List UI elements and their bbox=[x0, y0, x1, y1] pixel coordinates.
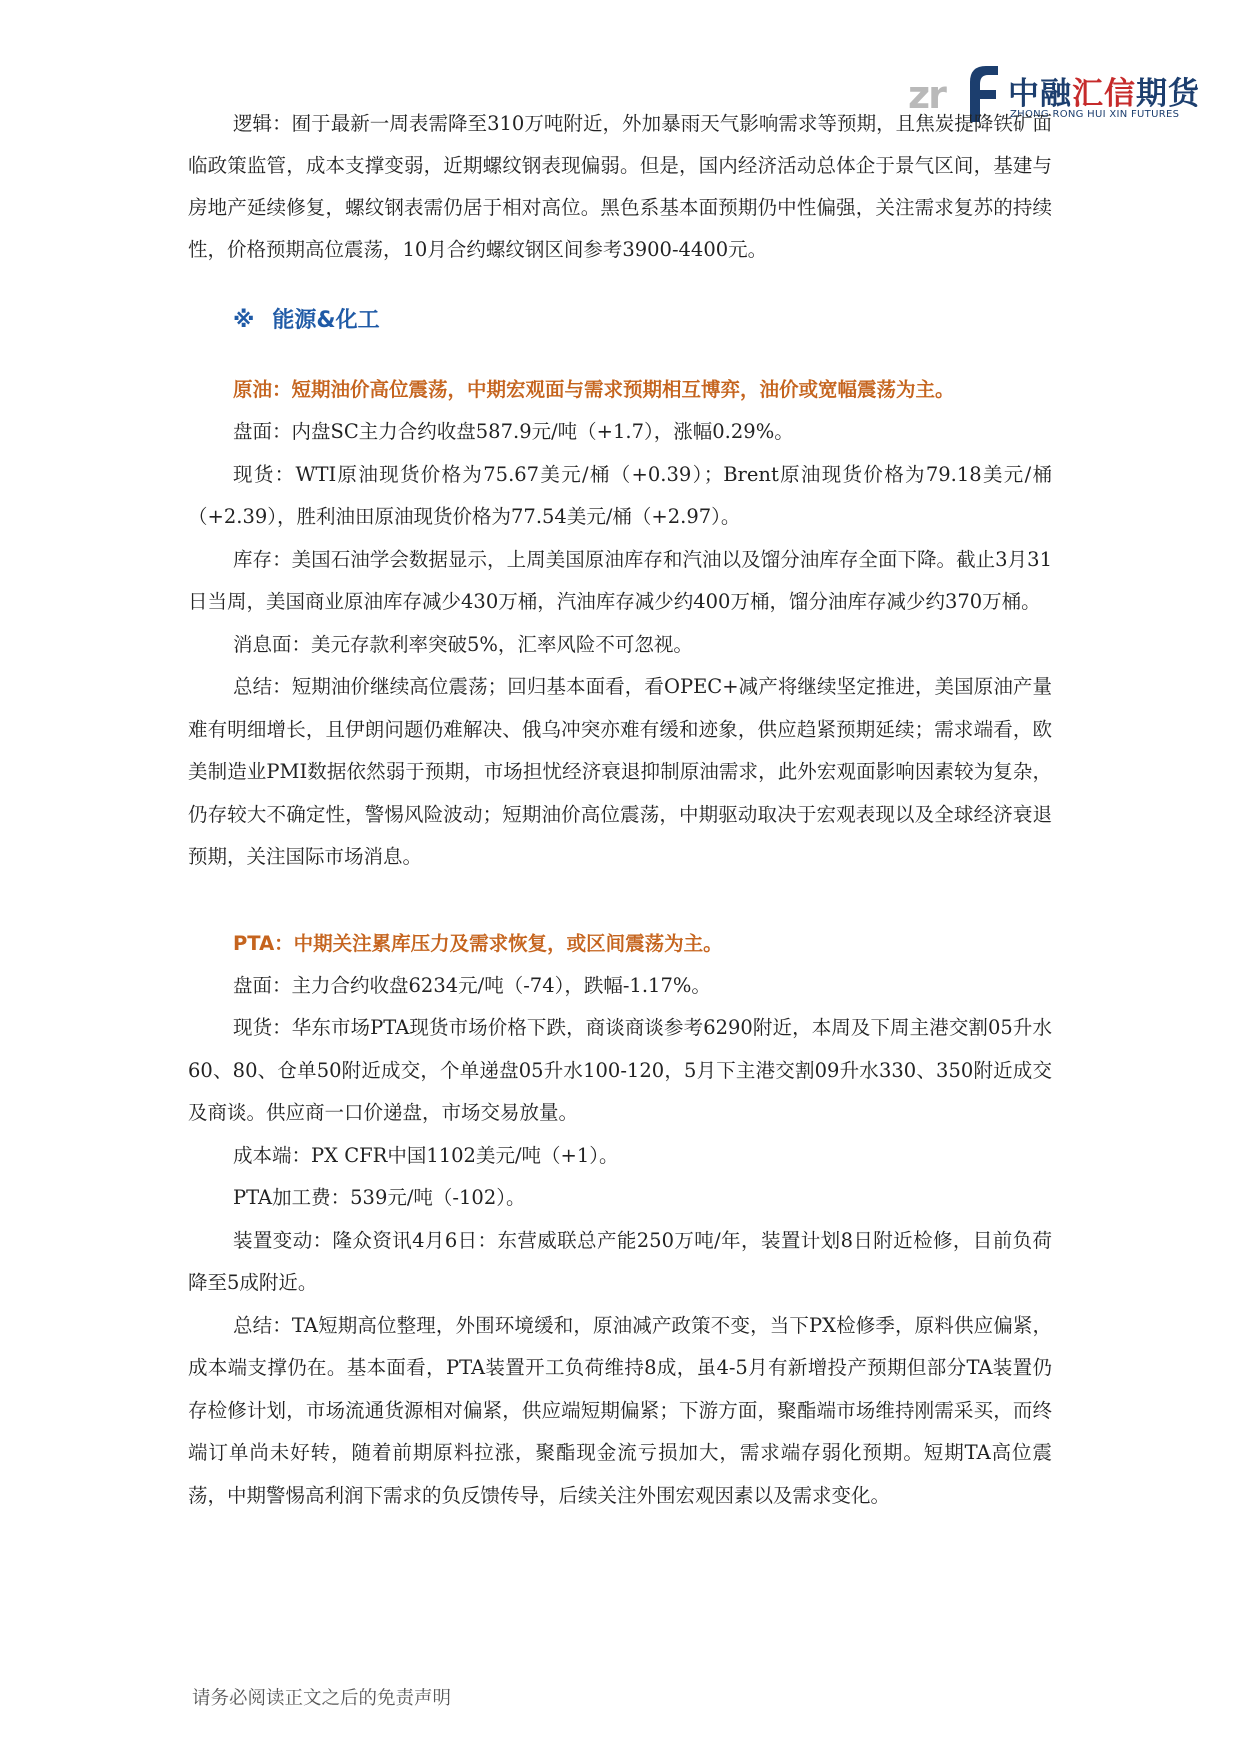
pta-spot-paragraph: 现货：华东市场PTA现货市场价格下跌，商谈商谈参考6290附近，本周及下周主港交割05升水60、80、仓单50附近成交，个单递盘05升水100-120，5月下主港交割09升水330、350附近成交及商谈。供应商一口价递盘，市场交易放量。 bbox=[188, 1016, 1052, 1124]
section-title: 能源&化工 bbox=[272, 308, 380, 333]
report-body bbox=[188, 103, 1052, 1517]
section-heading-energy-chemical bbox=[188, 301, 1052, 341]
pta-cost-paragraph: 成本端：PX CFR中国1102美元/吨（+1）。 bbox=[233, 1143, 619, 1167]
pta-processing-fee-paragraph: PTA加工费：539元/吨（-102）。 bbox=[233, 1186, 526, 1209]
steel-logic-paragraph: 逻辑：囿于最新一周表需降至310万吨附近，外加暴雨天气影响需求等预期，且焦炭提降铁矿面临政策监管，成本支撑变弱，近期螺纹钢表现偏弱。但是，国内经济活动总体企于景气区间，基建与房地产延续修复，螺纹钢表需仍居于相对高位。黑色系基本面预期仍中性偏强，关注需求复苏的持续性，价格预期高位震荡，10月合约螺纹钢区间参考3900-4400元。 bbox=[188, 112, 1052, 261]
crude-inventory-paragraph: 库存：美国石油学会数据显示，上周美国原油库存和汽油以及馏分油库存全面下降。截止3月31日当周，美国商业原油库存减少430万桶，汽油库存减少约400万桶，馏分油库存减少约370万桶。 bbox=[188, 547, 1052, 613]
pta-headline: PTA：中期关注累库压力及需求恢复，或区间震荡为主。 bbox=[233, 931, 723, 955]
crude-news-paragraph: 消息面：美元存款利率突破5%，汇率风险不可忽视。 bbox=[233, 632, 693, 656]
crude-oil-headline: 原油：短期油价高位震荡，中期宏观面与需求预期相互博弈，油价或宽幅震荡为主。 bbox=[233, 378, 955, 401]
logo-subtitle: ZHONG RONG HUI XIN FUTURES bbox=[1010, 109, 1180, 120]
reference-mark-icon: ※ bbox=[233, 308, 255, 333]
footer-disclaimer: 请务必阅读正文之后的免责声明 bbox=[192, 1688, 452, 1709]
svg-text:zr: zr bbox=[908, 73, 945, 117]
pta-summary-paragraph: 总结：TA短期高位整理，外围环境缓和，原油减产政策不变，当下PX检修季，原料供应偏紧，成本端支撑仍在。基本面看，PTA装置开工负荷维持8成，虽4-5月有新增投产预期但部分TA装置仍存检修计划，市场流通货源相对偏紧，供应端短期偏紧；下游方面，聚酯端市场维持刚需采买，而终端订单尚未好转，随着前期原料拉涨，聚酯现金流亏损加大，需求端存弱化预期。短期TA高位震荡，中期警惕高利润下需求的负反馈传导，后续关注外围宏观因素以及需求变化。 bbox=[188, 1313, 1052, 1507]
pta-market-paragraph: 盘面：主力合约收盘6234元/吨（-74），跌幅-1.17%。 bbox=[233, 973, 711, 997]
logo-company-name: 中融汇信期货 bbox=[1008, 76, 1200, 112]
crude-market-paragraph: 盘面：内盘SC主力合约收盘587.9元/吨（+1.7），涨幅0.29%。 bbox=[233, 420, 794, 443]
crude-summary-paragraph: 总结：短期油价继续高位震荡；回归基本面看，看OPEC+减产将继续坚定推进，美国原油产量难有明细增长，且伊朗问题仍难解决、俄乌冲突亦难有缓和迹象，供应趋紧预期延续；需求端看，欧美制造业PMI数据依然弱于预期，市场担忧经济衰退抑制原油需求，此外宏观面影响因素较为复杂，仍存较大不确定性，警惕风险波动；短期油价高位震荡，中期驱动取决于宏观表现以及全球经济衰退预期，关注国际市场消息。 bbox=[188, 675, 1052, 868]
pta-device-change-paragraph: 装置变动：隆众资讯4月6日：东营威联总产能250万吨/年，装置计划8日附近检修，目前负荷降至5成附近。 bbox=[188, 1228, 1052, 1294]
crude-spot-paragraph: 现货：WTI原油现货价格为75.67美元/桶（+0.39）；Brent原油现货价格为79.18美元/桶（+2.39），胜利油田原油现货价格为77.54美元/桶（+2.97）。 bbox=[188, 462, 1052, 528]
